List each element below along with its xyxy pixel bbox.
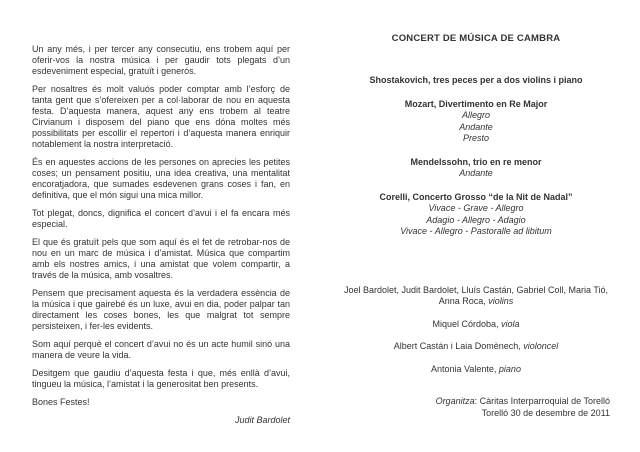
performer-names: Joel Bardolet, Judit Bardolet, Lluís Castán, Gabriel Coll, Maria Tió, Anna Roca, (343, 284, 609, 306)
performer-instrument: piano (498, 363, 521, 374)
performer-line (342, 319, 610, 331)
paragraph: Tot plegat, doncs, dignifica el concert d’avui i el fa encara més especial. (32, 208, 290, 229)
work-heading: Mendelssohn, trio en re menor (410, 156, 542, 167)
program-work (342, 157, 610, 180)
program-work (342, 99, 610, 145)
paragraph: És en aquestes accions de les persones on aprecies les petites coses; un pensament positiu, una idea creativa, una mentalitat encoratjadora, que sumades esdevenen grans coses i fan, en definitiva, que el món sigui una mica millor. (32, 157, 290, 200)
movement-line: Vivace - Allegro - Pastoralle ad libitum (400, 226, 552, 236)
paragraph: Pensem que precisament aquesta és la verdadera essència de la música i que gairebé és un luxe, avui en dia, poder palpar tan directament les coses bones, les que malgrat tot sempre persisteixen, i fer-les evidents. (32, 288, 290, 331)
right-column (342, 33, 610, 419)
movement-line: Vivace - Grave - Allegro (428, 203, 524, 213)
performer-names: Albert Castán i Laia Domènech, (393, 341, 524, 351)
performer-line (342, 285, 610, 308)
date-line: Torelló 30 de desembre de 2011 (481, 408, 610, 418)
movement-line: Presto (462, 133, 489, 143)
work-heading: Shostakovich, tres peces per a dos violins i piano (369, 75, 583, 85)
movement-line: Andante (459, 121, 493, 132)
performer-line (342, 364, 610, 376)
organizer-label: Organitza (435, 396, 475, 406)
paragraph: Som aquí perquè el concert d’avui no és un acte humil sinó una manera de veure la vida. (32, 339, 290, 360)
movement-line: Allegro (461, 110, 490, 120)
closing-line: Bones Festes! (32, 397, 90, 407)
organizer-footer (342, 395, 610, 419)
movement-line: Andante (459, 168, 493, 178)
paragraph: El que és gratuït pels que som aquí és el fet de retrobar-nos de nou en un marc de música i d’amistat. Música que compartim amb els nostres amics, i una amistat que volem compartir, a través de la música, amb vosaltres. (32, 237, 290, 280)
performer-names: Miquel Córdoba, (432, 318, 502, 329)
paragraph: Desitgem que gaudiu d’aquesta festa i que, més enllà d’avui, tingueu la música, l’amistat i la generositat ben presents. (32, 368, 290, 389)
performer-instrument: viola (501, 318, 520, 329)
concert-title: CONCERT DE MÚSICA DE CAMBRA (391, 33, 561, 44)
program-work (342, 192, 610, 238)
program-list (342, 75, 610, 238)
work-heading: Mozart, Divertimento en Re Major (404, 98, 548, 109)
organizer-line (342, 395, 610, 407)
performers-list (342, 285, 610, 376)
movement-line: Adagio - Allegro - Adagio (426, 214, 526, 225)
work-heading: Corelli, Concerto Grosso “de la Nit de Nadal” (379, 191, 573, 202)
signature: Judit Bardolet (234, 415, 290, 425)
paragraph: Per nosaltres és molt valuós poder comptar amb l’esforç de tanta gent que s’ofereixen per a col·laborar de nou en aquesta festa. D’aquesta manera, aquest any ens trobem al teatre Cirvianum i disposem del piano que ens dóna moltes més possibilitats per escollir el repertori i d’aquesta manera enriquir notablement la nostra interpretació. (32, 84, 290, 149)
performer-line (342, 341, 610, 353)
organizer-name: : Càritas Interparroquial de Torelló (474, 396, 610, 406)
performer-names: Antonia Valente, (431, 363, 499, 374)
left-column (32, 44, 290, 433)
performer-instrument: violoncel (523, 341, 559, 351)
performer-instrument: violins (488, 296, 514, 306)
intro-paragraph: Un any més, i per tercer any consecutiu, ens trobem aquí per oferir-vos la nostra música i per gaudir tots plegats d’un esdeveniment especial, gratuït i generós. (32, 44, 290, 76)
program-work (342, 75, 610, 87)
